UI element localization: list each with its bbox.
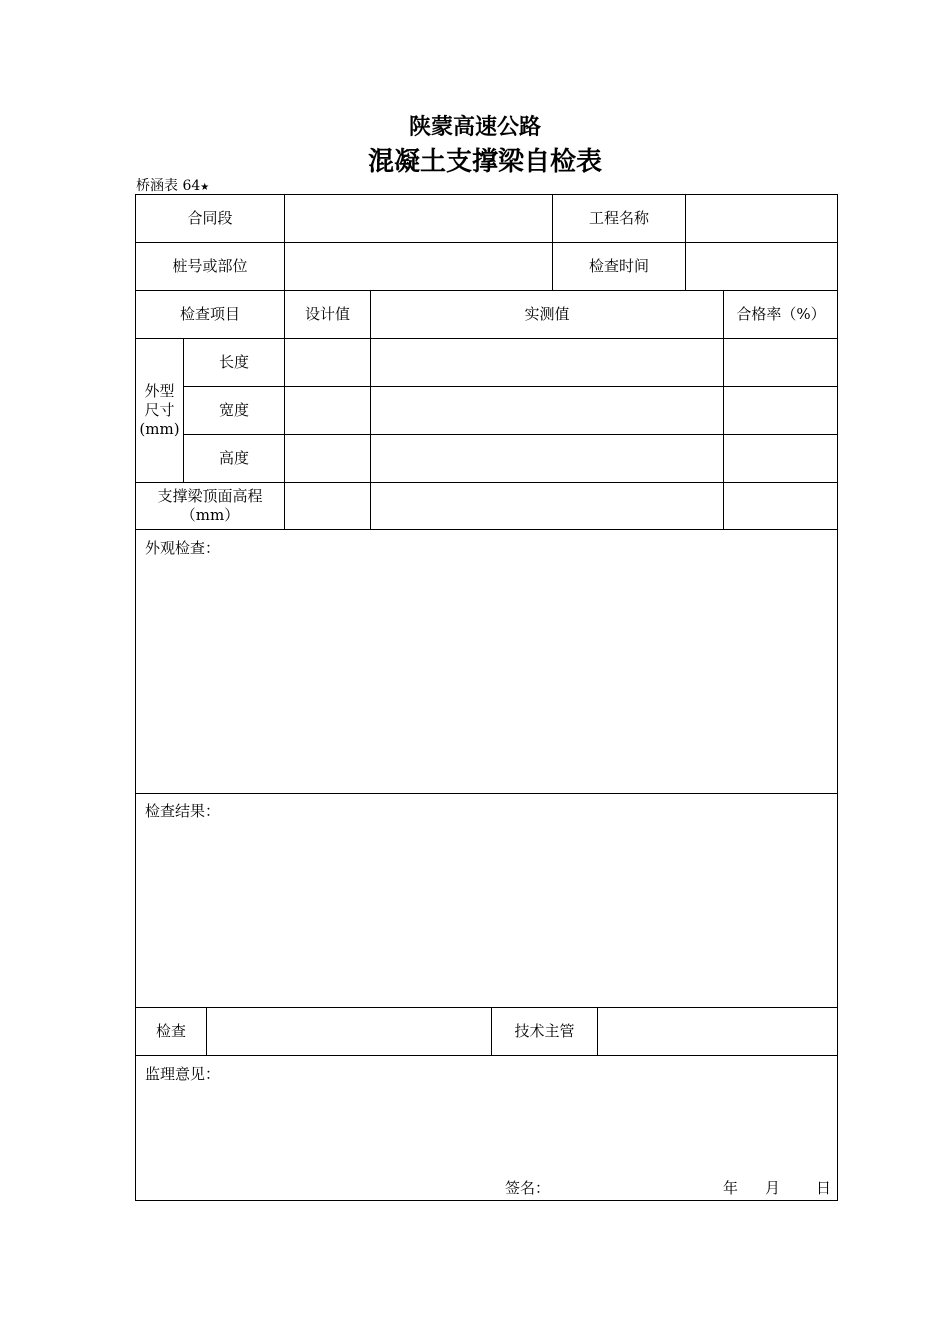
height-measured-field[interactable] [371, 435, 723, 482]
elevation-design-field[interactable] [285, 483, 370, 529]
supervisor-opinion-label: 监理意见： [145, 1065, 221, 1083]
supervisor-opinion-area[interactable] [136, 1088, 838, 1176]
dimension-group-line: 尺寸 [144, 401, 175, 419]
inspection-result-label: 检查结果： [145, 802, 221, 820]
dimension-group-line: 外型 [144, 382, 175, 400]
width-label: 宽度 [218, 401, 249, 419]
length-label: 长度 [218, 353, 249, 371]
elevation-unit: （mm） [180, 506, 240, 524]
length-design-field[interactable] [285, 339, 370, 386]
dimension-group-unit: (mm) [139, 420, 180, 438]
height-label: 高度 [218, 449, 249, 467]
row-divider [135, 529, 838, 530]
appearance-inspection-area[interactable] [136, 562, 838, 792]
form-mark-icon: ★ [200, 182, 210, 193]
year-label: 年 [723, 1179, 739, 1197]
day-label: 日 [816, 1179, 832, 1197]
month-label: 月 [765, 1179, 781, 1197]
form-title: 混凝土支撑梁自检表 [367, 147, 602, 177]
inspection-date-field[interactable] [686, 243, 838, 290]
tech-lead-label: 技术主管 [514, 1022, 575, 1040]
contract-section-field[interactable] [285, 195, 552, 242]
width-measured-field[interactable] [371, 387, 723, 434]
project-name-field[interactable] [686, 195, 838, 242]
inspection-result-area[interactable] [136, 825, 838, 1006]
width-pass-rate-field[interactable] [724, 387, 838, 434]
inspector-label: 检查 [155, 1022, 186, 1040]
dimension-group-label [136, 339, 183, 482]
elevation-measured-field[interactable] [371, 483, 723, 529]
appearance-inspection-label: 外观检查： [145, 539, 221, 557]
elevation-pass-rate-field[interactable] [724, 483, 838, 529]
column-header-design: 设计值 [304, 305, 350, 323]
station-location-label: 桩号或部位 [172, 257, 248, 275]
height-pass-rate-field[interactable] [724, 435, 838, 482]
length-pass-rate-field[interactable] [724, 339, 838, 386]
column-header-pass-rate: 合格率（%） [736, 305, 826, 323]
contract-section-label: 合同段 [187, 209, 233, 227]
signature-field[interactable] [550, 1178, 710, 1198]
project-name-label: 工程名称 [588, 209, 649, 227]
station-location-field[interactable] [285, 243, 552, 290]
form-number-text: 桥涵表 64 [136, 178, 201, 194]
inspector-field[interactable] [207, 1008, 491, 1055]
signature-label: 签名： [505, 1179, 551, 1197]
elevation-label [136, 483, 284, 529]
column-header-measured: 实测值 [524, 305, 570, 323]
length-measured-field[interactable] [371, 339, 723, 386]
tech-lead-field[interactable] [598, 1008, 838, 1055]
width-design-field[interactable] [285, 387, 370, 434]
page-title: 陕蒙高速公路 [408, 115, 541, 140]
column-header-item: 检查项目 [179, 305, 240, 323]
inspection-date-label: 检查时间 [588, 257, 649, 275]
elevation-label-text: 支撑梁顶面高程 [157, 487, 263, 505]
row-divider [135, 793, 838, 794]
row-divider [135, 1055, 838, 1056]
height-design-field[interactable] [285, 435, 370, 482]
